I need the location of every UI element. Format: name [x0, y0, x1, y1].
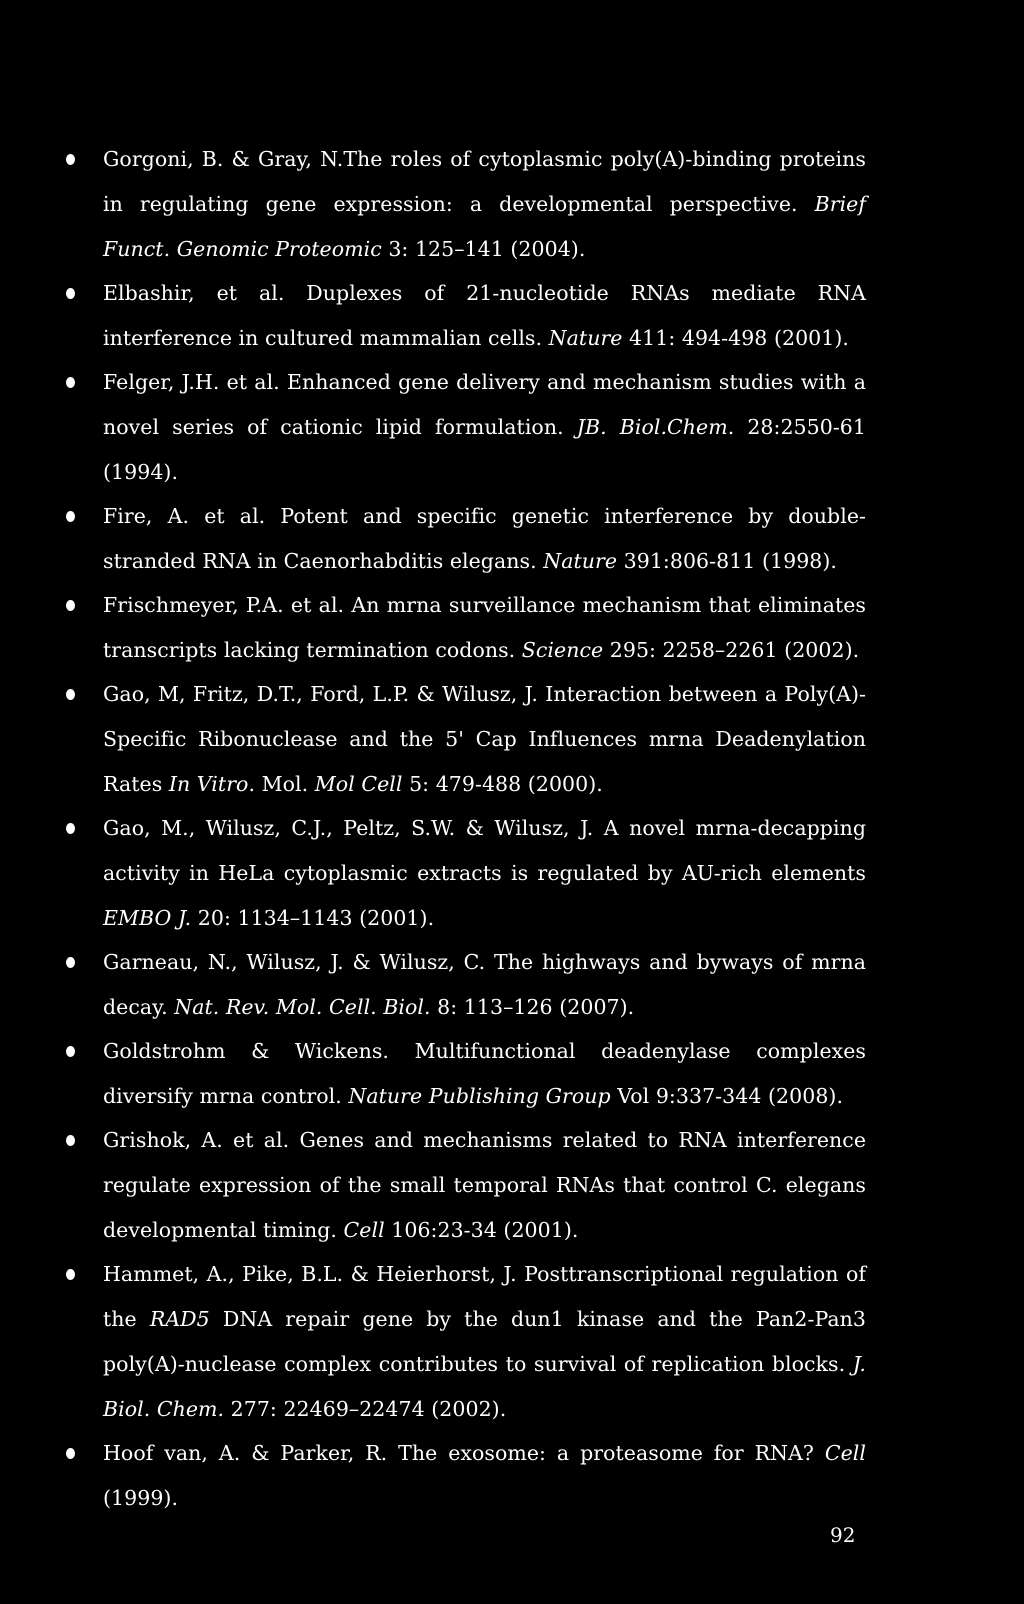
reference-segment: Hoof van, A. & Parker, R. The exosome: a proteasome for RNA? — [103, 1441, 825, 1465]
reference-item — [66, 1252, 866, 1432]
reference-item — [66, 1431, 866, 1521]
bullet-icon — [66, 1046, 75, 1057]
reference-segment: . 28:2550-61 (1994). — [103, 415, 866, 484]
reference-text — [103, 370, 866, 484]
bullet-icon — [66, 154, 75, 165]
reference-italic-segment: Cell — [343, 1218, 385, 1242]
reference-segment: 391:806-811 (1998). — [617, 549, 837, 573]
reference-segment: Goldstrohm & Wickens. Multifunctional deadenylase complexes diversify mrna control. — [103, 1039, 866, 1108]
reference-italic-segment: RAD5 — [149, 1307, 210, 1331]
bullet-icon — [66, 288, 75, 299]
reference-segment: Grishok, A. et al. Genes and mechanisms related to RNA interference regulate expression of the small temporal RNAs that control C. elegans developmental timing. — [103, 1128, 866, 1242]
reference-italic-segment: Nature Publishing Group — [348, 1084, 611, 1108]
bullet-icon — [66, 1448, 75, 1459]
reference-item — [66, 672, 866, 807]
reference-segment: Elbashir, et al. Duplexes of 21-nucleotide RNAs mediate RNA interference in cultured mammalian cells. — [103, 281, 866, 350]
reference-item — [66, 940, 866, 1030]
bullet-icon — [66, 957, 75, 968]
reference-text — [103, 1128, 866, 1242]
reference-segment: 5: 479-488 (2000). — [402, 772, 603, 796]
reference-item — [66, 1118, 866, 1253]
reference-italic-segment: Brief Funct. Genomic Proteomic — [103, 192, 866, 261]
reference-segment: 411: 494-498 (2001). — [622, 326, 849, 350]
reference-segment: . Mol. — [248, 772, 315, 796]
reference-text — [103, 281, 866, 350]
reference-segment: Fire, A. et al. Potent and specific genetic interference by double-stranded RNA in Caenorhabditis elegans. — [103, 504, 866, 573]
reference-segment: Gao, M., Wilusz, C.J., Peltz, S.W. & Wilusz, J. A novel mrna-decapping activity in HeLa cytoplasmic extracts is regulated by AU-rich elements — [103, 816, 866, 885]
reference-italic-segment: In Vitro — [168, 772, 249, 796]
reference-item — [66, 806, 866, 941]
reference-item — [66, 583, 866, 673]
reference-segment: 3: 125–141 (2004). — [381, 237, 586, 261]
reference-text — [103, 816, 866, 930]
reference-text — [103, 504, 866, 573]
reference-italic-segment: EMBO J. — [103, 906, 192, 930]
reference-segment: 106:23-34 (2001). — [384, 1218, 579, 1242]
reference-italic-segment: Nature — [548, 326, 623, 350]
reference-segment: Garneau, N., Wilusz, J. & Wilusz, C. The highways and byways of mrna decay. — [103, 950, 866, 1019]
reference-segment: Vol 9:337-344 (2008). — [610, 1084, 844, 1108]
bullet-icon — [66, 511, 75, 522]
bullet-icon — [66, 600, 75, 611]
bullet-icon — [66, 689, 75, 700]
reference-segment: DNA repair gene by the dun1 kinase and the Pan2-Pan3 poly(A)-nuclease complex contributes to survival of replication blocks. — [103, 1307, 867, 1376]
reference-segment: Gorgoni, B. & Gray, N.The roles of cytoplasmic poly(A)-binding proteins in regulating gene expression: a developmental perspective. — [103, 147, 866, 216]
reference-segment: Felger, J.H. et al. Enhanced gene delivery and mechanism studies with a novel series of cationic lipid formulation. — [103, 370, 866, 439]
bullet-icon — [66, 1269, 75, 1280]
reference-segment: Gao, M, Fritz, D.T., Ford, L.P. & Wilusz, J. Interaction between a Poly(A)-Specific Ribonuclease and the 5' Cap Influences mrna Deadenylation Rates — [103, 682, 866, 796]
reference-text — [103, 1262, 866, 1421]
reference-italic-segment: J. Biol. Chem. — [103, 1352, 866, 1421]
reference-segment: 20: 1134–1143 (2001). — [191, 906, 435, 930]
reference-segment: 277: 22469–22474 (2002). — [224, 1397, 507, 1421]
reference-item — [66, 271, 866, 361]
reference-item — [66, 137, 866, 272]
reference-text — [103, 682, 866, 796]
bullet-icon — [66, 377, 75, 388]
reference-italic-segment: JB. Biol.Chem — [576, 415, 728, 439]
reference-item — [66, 494, 866, 584]
bullet-icon — [66, 823, 75, 834]
reference-item — [66, 360, 866, 495]
reference-text — [103, 1441, 866, 1510]
reference-italic-segment: Nat. Rev. Mol. Cell. Biol. — [174, 995, 431, 1019]
reference-segment: (1999). — [103, 1486, 179, 1510]
reference-segment: 8: 113–126 (2007). — [430, 995, 635, 1019]
reference-segment: Hammet, A., Pike, B.L. & Heierhorst, J. Posttranscriptional regulation of the — [103, 1262, 866, 1331]
reference-italic-segment: Nature — [543, 549, 618, 573]
bullet-icon — [66, 1135, 75, 1146]
page-number: 92 — [830, 1523, 856, 1547]
reference-segment: 295: 2258–2261 (2002). — [603, 638, 860, 662]
reference-text — [103, 593, 866, 662]
reference-italic-segment: Mol Cell — [314, 772, 403, 796]
reference-italic-segment: Cell — [824, 1441, 866, 1465]
reference-text — [103, 147, 866, 261]
reference-list — [66, 137, 866, 1520]
reference-segment: Frischmeyer, P.A. et al. An mrna surveillance mechanism that eliminates transcripts lacking termination codons. — [103, 593, 866, 662]
reference-text — [103, 1039, 866, 1108]
reference-italic-segment: Science — [521, 638, 604, 662]
reference-item — [66, 1029, 866, 1119]
reference-text — [103, 950, 866, 1019]
